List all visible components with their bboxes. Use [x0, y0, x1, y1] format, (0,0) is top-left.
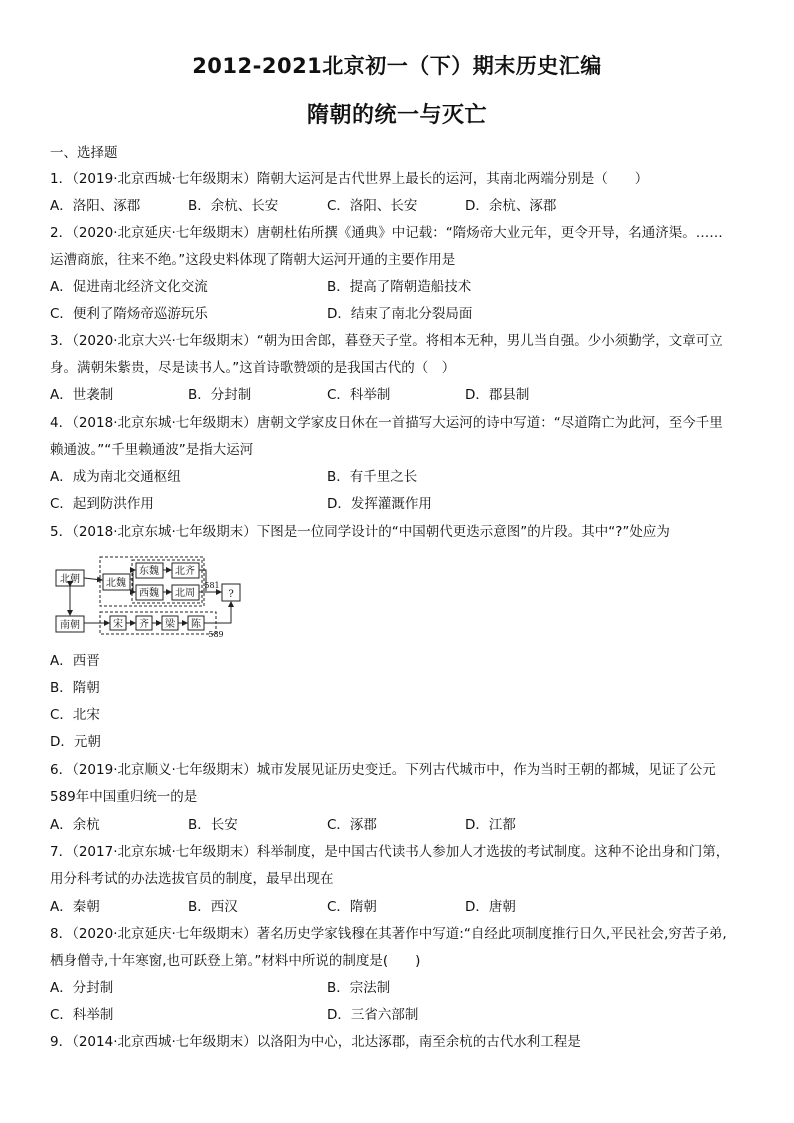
question-8-stem-line-2: 栖身僧寺,十年寒窗,也可跃登上第。”材料中所说的制度是( ) — [50, 953, 421, 969]
question-3-stem-line-1: 3．（2020·北京大兴·七年级期末）“朝为田舍郎，暮登天子堂。将相本无种，男儿当自强。少小须勤学，文章可立 — [50, 333, 723, 349]
question-2-option-d: D．结束了南北分裂局面 — [327, 306, 473, 322]
question-5-option-b: B．隋朝 — [50, 680, 100, 696]
label-year-581: 581 — [204, 581, 220, 590]
question-3-option-a: A．世袭制 — [50, 387, 114, 403]
question-8-option-d: D．三省六部制 — [327, 1007, 419, 1023]
label-chen: 陈 — [191, 619, 201, 630]
label-beiwei: 北魏 — [106, 578, 126, 589]
north-to-beiwei-arrow — [84, 578, 102, 580]
question-5-option-a: A．西晋 — [50, 653, 100, 669]
question-6-options — [50, 815, 750, 835]
label-dongwei: 东魏 — [139, 566, 159, 577]
section-heading: 一、选择题 — [50, 145, 118, 161]
beiwei-to-dongwei-arrow — [130, 570, 135, 579]
label-beizhou: 北周 — [175, 588, 195, 599]
question-2-stem-line-1: 2．（2020·北京延庆·七年级期末）唐朝杜佑所撰《通典》中记载：“隋炀帝大业元年，更令开导，名通济渠。…… — [50, 225, 723, 241]
question-3-option-c: C．科举制 — [327, 387, 391, 403]
question-2-option-b: B．提高了隋朝造船技术 — [327, 279, 472, 295]
question-8-option-b: B．宗法制 — [327, 980, 391, 996]
beiwei-to-xiwei-arrow — [133, 579, 135, 592]
question-8-options-row-2 — [50, 1005, 750, 1025]
dynasty-succession-diagram — [50, 553, 250, 639]
question-1-option-c: C．洛阳、长安 — [327, 198, 418, 214]
document-title: 2012-2021北京初一（下）期末历史汇编 — [192, 54, 602, 78]
question-8-option-c: C．科举制 — [50, 1007, 114, 1023]
question-7-stem-line-2: 用分科考试的办法选拔官员的制度，最早出现在 — [50, 871, 334, 887]
question-5-stem: 5．（2018·北京东城·七年级期末）下图是一位同学设计的“中国朝代更迭示意图”的片段。其中“?”处应为 — [50, 524, 670, 540]
question-6-option-d: D．江都 — [465, 817, 516, 833]
question-5-option-c: C．北宋 — [50, 707, 100, 723]
question-4-stem-line-1: 4．（2018·北京东城·七年级期末）唐朝文学家皮日休在一首描写大运河的诗中写道：“尽道隋亡为此河，至今千里 — [50, 415, 723, 431]
label-xiwei: 西魏 — [139, 588, 159, 599]
question-4-option-c: C．起到防洪作用 — [50, 496, 154, 512]
question-7-option-b: B．西汉 — [188, 899, 238, 915]
label-qi: 齐 — [139, 619, 149, 630]
question-2-stem-line-2: 运漕商旅，往来不绝。”这段史料体现了隋朝大运河开通的主要作用是 — [50, 252, 456, 268]
question-1-option-d: D．余杭、涿郡 — [465, 198, 557, 214]
question-2-options-row-1 — [50, 277, 750, 297]
question-8-stem-line-1: 8．（2020·北京延庆·七年级期末）著名历史学家钱穆在其著作中写道:“自经此项制度推行日久,平民社会,穷苦子弟, — [50, 926, 727, 942]
label-north: 北朝 — [60, 574, 80, 585]
question-4-stem-line-2: 赖通波。”“千里赖通波”是指大运河 — [50, 442, 254, 458]
question-4-option-a: A．成为南北交通枢纽 — [50, 469, 181, 485]
question-7-option-a: A．秦朝 — [50, 899, 100, 915]
question-2-option-a: A．促进南北经济文化交流 — [50, 279, 208, 295]
question-8-option-a: A．分封制 — [50, 980, 114, 996]
question-3-option-d: D．郡县制 — [465, 387, 530, 403]
label-song: 宋 — [113, 619, 123, 630]
question-4-options-row-2 — [50, 494, 750, 514]
question-5-option-d: D．元朝 — [50, 734, 101, 750]
question-3-options — [50, 385, 750, 405]
question-7-stem-line-1: 7．（2017·北京东城·七年级期末）科举制度，是中国古代读书人参加人才选拔的考试制度。这种不论出身和门第， — [50, 844, 730, 860]
chen-to-unknown-arrow — [204, 602, 231, 623]
question-3-stem-line-2: 身。满朝朱紫贵，尽是读书人。”这首诗歌赞颂的是我国古代的（ ） — [50, 360, 456, 376]
label-year-589: 589 — [208, 630, 224, 639]
question-1-stem: 1．（2019·北京西城·七年级期末）隋朝大运河是古代世界上最长的运河，其南北两端分别是（ ） — [50, 171, 649, 187]
label-south: 南朝 — [60, 620, 80, 631]
question-7-options — [50, 897, 750, 917]
question-3-option-b: B．分封制 — [188, 387, 252, 403]
question-1-option-a: A．洛阳、涿郡 — [50, 198, 141, 214]
question-4-option-d: D．发挥灌溉作用 — [327, 496, 432, 512]
question-6-option-b: B．长安 — [188, 817, 238, 833]
question-7-option-d: D．唐朝 — [465, 899, 516, 915]
question-6-option-c: C．涿郡 — [327, 817, 377, 833]
question-2-options-row-2 — [50, 304, 750, 324]
document-subtitle: 隋朝的统一与灭亡 — [306, 103, 487, 128]
question-9-stem: 9．（2014·北京西城·七年级期末）以洛阳为中心，北达涿郡，南至余杭的古代水利工程是 — [50, 1034, 581, 1050]
question-1-options — [50, 196, 750, 216]
question-1-option-b: B．余杭、长安 — [188, 198, 279, 214]
question-6-stem-line-2: 589年中国重归统一的是 — [50, 789, 198, 805]
label-unknown: ? — [228, 589, 234, 600]
label-beiqi: 北齐 — [175, 566, 195, 577]
question-8-options-row-1 — [50, 978, 750, 998]
label-liang: 梁 — [165, 619, 175, 630]
question-4-options-row-1 — [50, 467, 750, 487]
question-4-option-b: B．有千里之长 — [327, 469, 418, 485]
question-7-option-c: C．隋朝 — [327, 899, 377, 915]
question-6-stem-line-1: 6．（2019·北京顺义·七年级期末）城市发展见证历史变迁。下列古代城市中，作为当时王朝的都城，见证了公元 — [50, 762, 716, 778]
question-6-option-a: A．余杭 — [50, 817, 100, 833]
question-2-option-c: C．便利了隋炀帝巡游玩乐 — [50, 306, 208, 322]
